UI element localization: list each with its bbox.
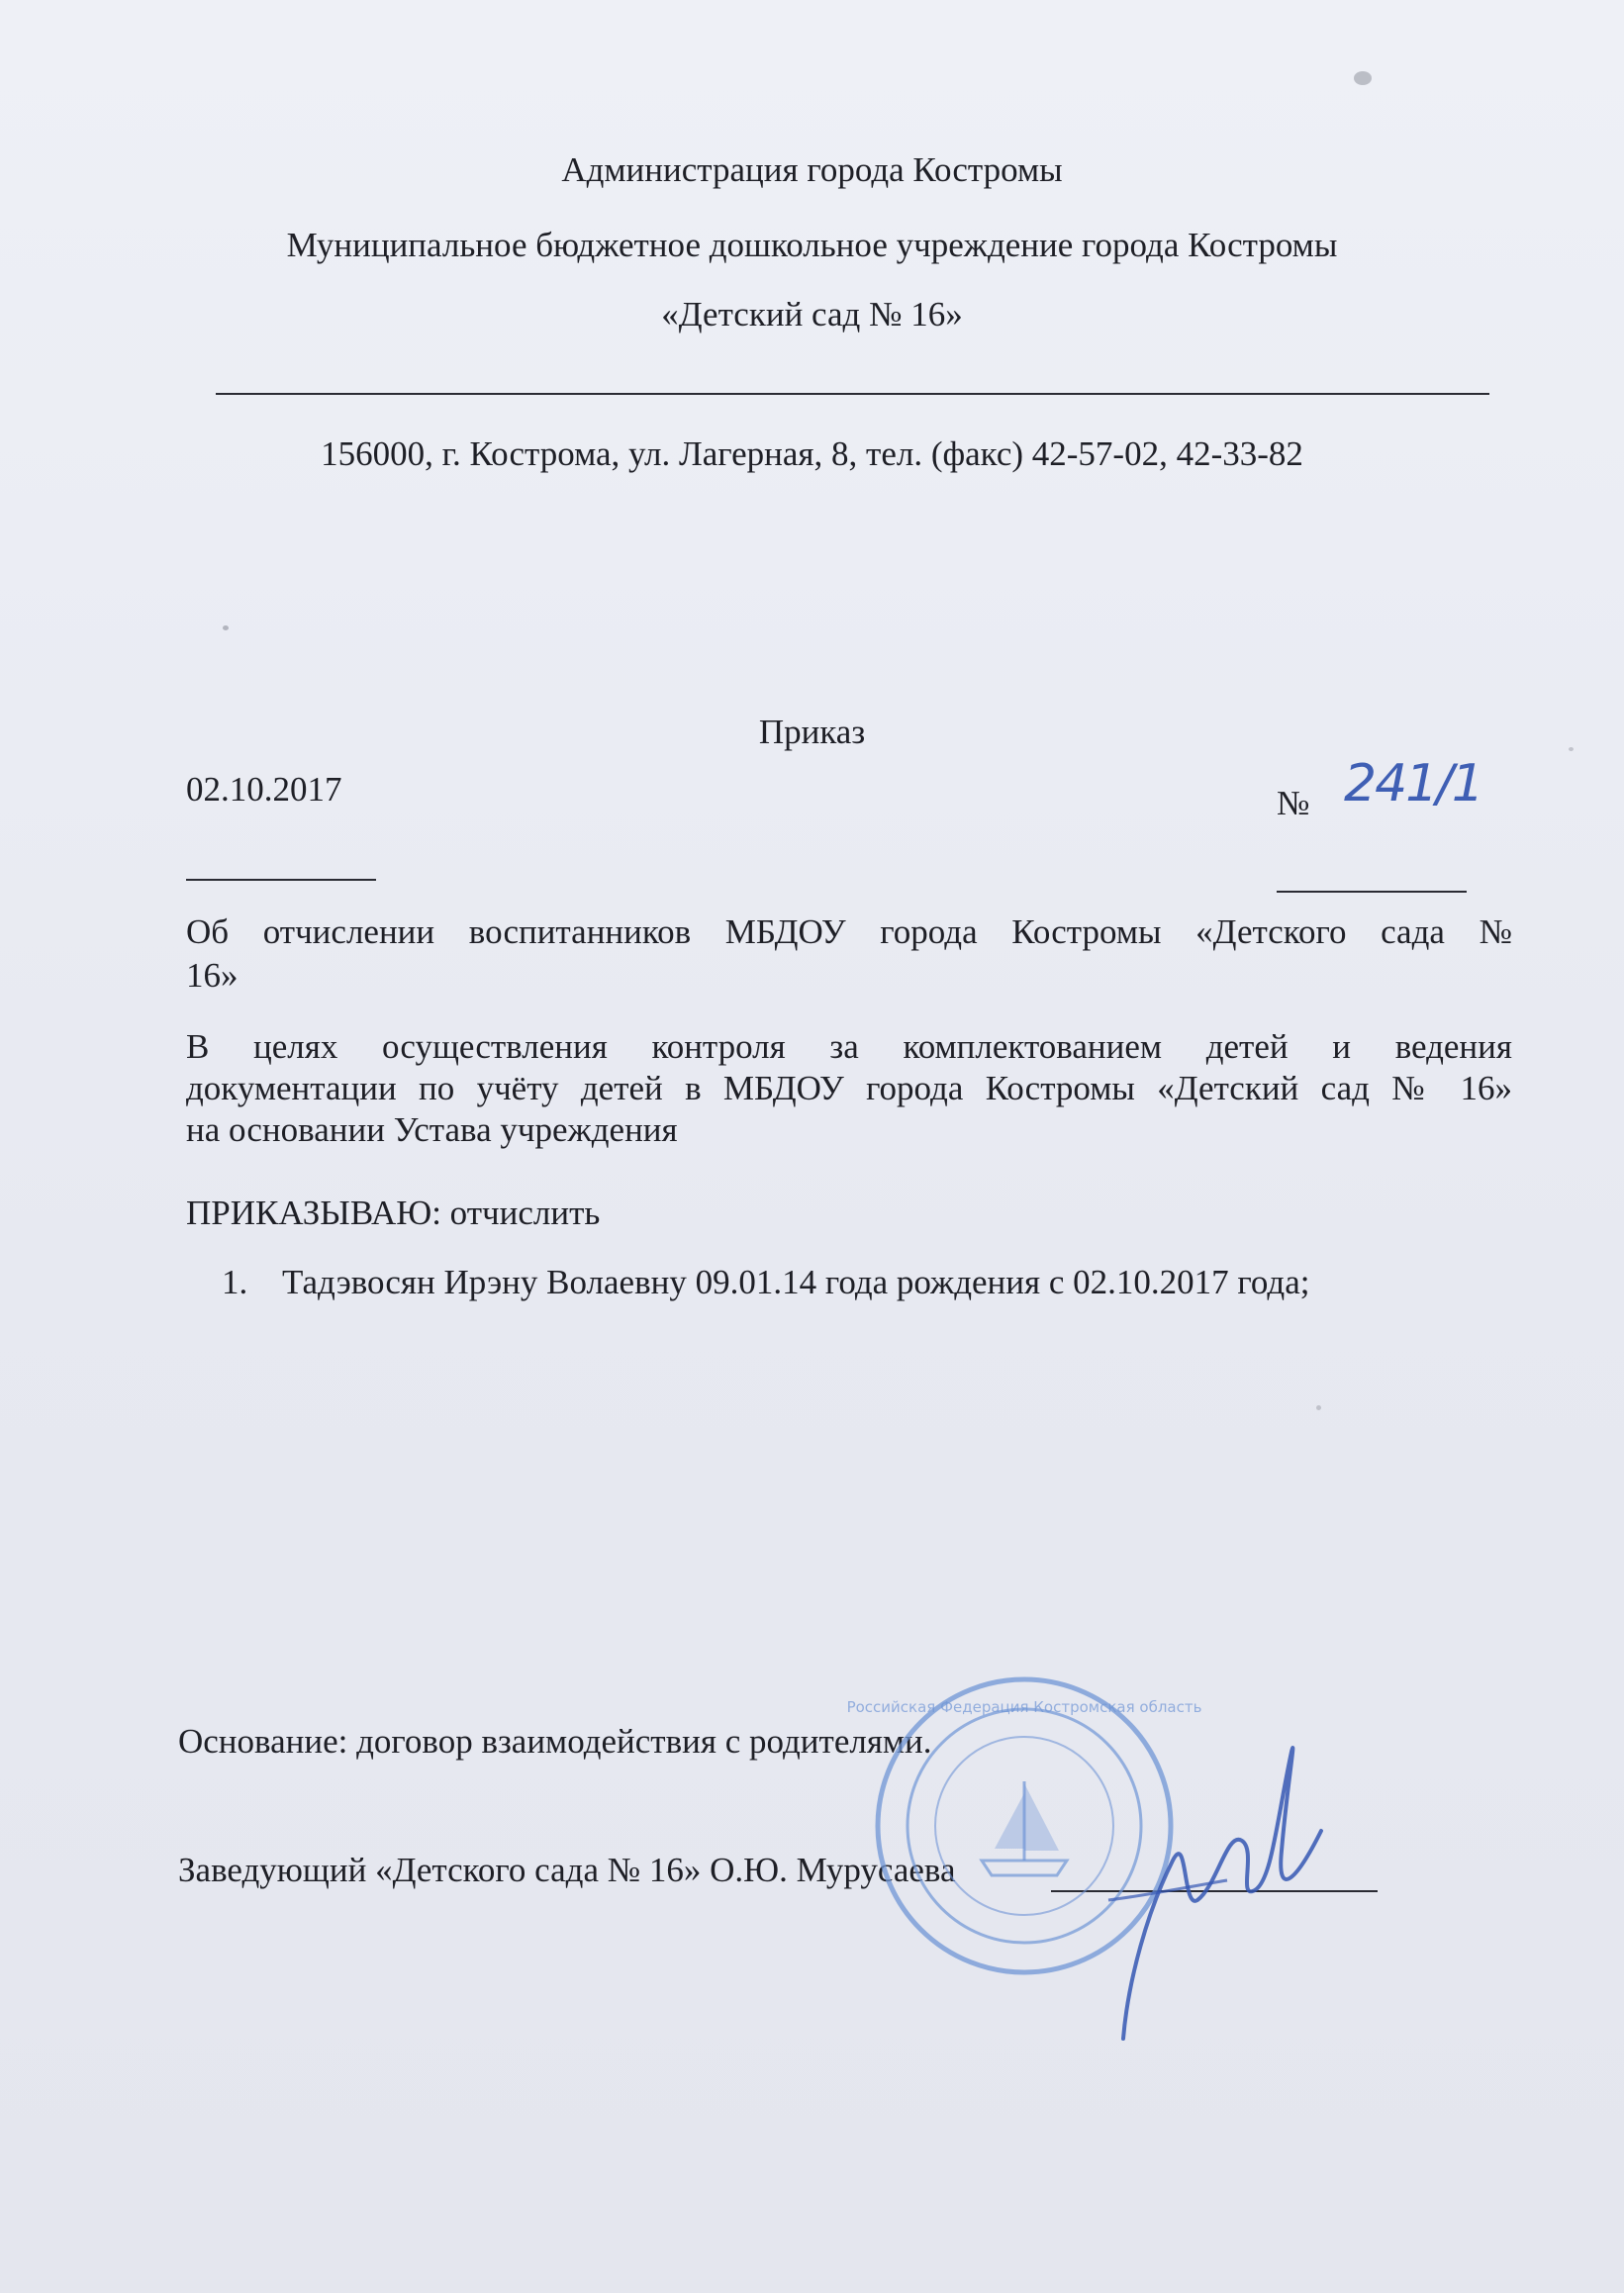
handwritten-signature xyxy=(1089,1712,1326,2049)
seal-lettering: Российская Федерация Костромская область xyxy=(846,1698,1202,1716)
signatory: Заведующий «Детского сада № 16» О.Ю. Мурусаева xyxy=(178,1851,956,1889)
date-underline xyxy=(186,879,376,881)
org-name: Муниципальное бюджетное дошкольное учреждение города Костромы xyxy=(286,226,1338,264)
org-admin: Администрация города Костромы xyxy=(561,150,1063,189)
order-date: 02.10.2017 xyxy=(186,770,342,809)
order-subject-line1: Об отчислении воспитанников МБДОУ города Костромы «Детского сада № xyxy=(186,912,1512,951)
scan-speck xyxy=(223,625,229,630)
number-underline xyxy=(1277,891,1467,893)
document-title: Приказ xyxy=(758,713,866,751)
order-subject-line2: 16» xyxy=(186,956,239,995)
header-divider xyxy=(216,393,1489,395)
org-short-name: «Детский сад № 16» xyxy=(661,295,963,334)
basis-statement: Основание: договор взаимодействия с родителями. xyxy=(178,1722,932,1761)
list-item-text: Тадэвосян Ирэну Волаевну 09.01.14 года рождения с 02.10.2017 года; xyxy=(282,1263,1310,1301)
preamble-line1: В целях осуществления контроля за комплектованием детей и ведения xyxy=(186,1027,1512,1066)
org-address: 156000, г. Кострома, ул. Лагерная, 8, тел. (факс) 42-57-02, 42-33-82 xyxy=(321,434,1303,473)
preamble-line2: документации по учёту детей в МБДОУ города Костромы «Детский сад № 16» xyxy=(186,1069,1512,1107)
order-directive: ПРИКАЗЫВАЮ: отчислить xyxy=(186,1194,601,1232)
scan-speck xyxy=(1354,71,1372,85)
preamble-line3: на основании Устава учреждения xyxy=(186,1110,678,1149)
order-number-handwritten: 241/1 xyxy=(1344,754,1482,813)
list-item-number: 1. xyxy=(222,1263,248,1301)
order-number-label: № xyxy=(1277,784,1310,822)
scan-speck xyxy=(1316,1405,1321,1410)
